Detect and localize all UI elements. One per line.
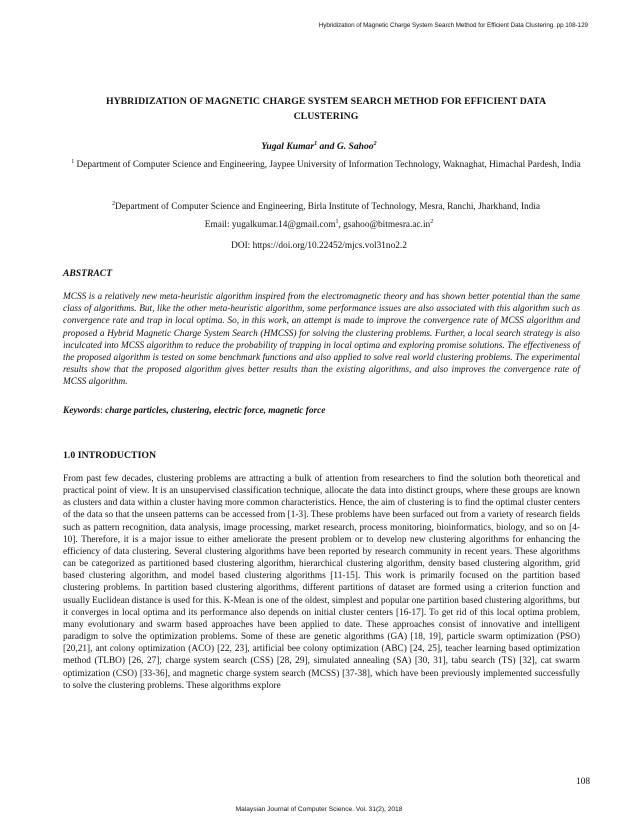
affiliation-mark: 1 (71, 159, 75, 165)
affiliation-2 (60, 197, 592, 214)
keywords-list: charge particles, clustering, electric force, magnetic force (105, 406, 326, 416)
affiliation-mark: 2 (111, 201, 115, 207)
journal-footer: Malaysian Journal of Computer Science. Vol. 31(2), 2018 (235, 806, 403, 813)
affiliation-mark: 1 (314, 141, 318, 147)
email-text[interactable]: , gsahoo@bitmesra.ac.in (338, 220, 431, 231)
keywords-separator: : (100, 406, 106, 416)
abstract-heading: ABSTRACT (63, 268, 113, 279)
abstract-body: MCSS is a relatively new meta-heuristic algorithm inspired from the electromagnetic theory and has shown better potential than the same class of algorithms. But, like the other meta-heuristic algorithm, some performance issues are also associated with this algorithm such as convergence rate and trap in local optima. So, in this work, an attempt is made to improve the convergence rate of MCSS algorithm and proposed a Hybrid Magnetic Charge System Search (HMCSS) for solving the clustering problems. Further, a local search strategy is also inculcated into MCSS algorithm to reduce the probability of trapping in local optima and exploring promise solutions. The effectiveness of the proposed algorithm is tested on some benchmark functions and also applied to solve real world clustering problems. The experimental results show that the proposed algorithm gives better results than the existing algorithms, and also improves the convergence rate of MCSS algorithm. (63, 292, 580, 388)
keywords-label: Keywords (63, 406, 101, 416)
affiliation-1 (60, 155, 592, 172)
introduction-body: From past few decades, clustering problems are attracting a bulk of attention from researchers to find the solution both theoretical and practical point of view. It is an unsupervised classification technique, allocate the data into distinct groups, where these groups are known as clusters and data within a cluster having more common characteristics. Hence, the aim of clustering is to find the optimal cluster centers of the data so that the unseen patterns can be accessed from [1-3]. These problems have been surfaced out from a variety of research fields such as pattern recognition, data analysis, image processing, market research, process monitoring, bioinformatics, biology, and so on [4-10]. Therefore, it is a major issue to either ameliorate the present problem or to develop new clustering algorithms for enhancing the efficiency of data clustering. Several clustering algorithms have been reported by research community in recent years. These algorithms can be categorized as partitioned based clustering algorithm, hierarchical clustering algorithm, density based clustering algorithm, grid based clustering algorithm, and model based clustering algorithms [11-15]. This work is primarily focused on the partition based clustering problems. In partition based clustering algorithms, different partitions of dataset are formed using a criterion function and usually Euclidean distance is used for this. K-Mean is one of the oldest, simplest and popular one partition based clustering algorithms, but it converges in local optima and its performance also depends on initial cluster centers [16-17]. To get rid of this local optima problem, many evolutionary and swarm based approaches have been applied to date. These approaches consist of innovative and intelligent paradigm to solve the optimization problems. Some of these are genetic algorithms (GA) [18, 19], particle swarm optimization (PSO) [20,21], ant colony optimization (ACO) [22, 23], artificial bee colony optimization (ABC) [24, 25], teacher learning based optimization method (TLBO) [26, 27], charge system search (CSS) [28, 29], simulated annealing (SA) [30, 31], tabu search (TS) [32], cat swarm optimization (CSO) [33-36], and magnetic charge system search (MCSS) [37-38], which have been previously implemented successfully to solve the clustering problems. These algorithms explore (63, 474, 580, 691)
affiliation-mark: 1 (335, 219, 339, 225)
paper-title: HYBRIDIZATION OF MAGNETIC CHARGE SYSTEM SEARCH METHOD FOR EFFICIENT DATA CLUSTERING (105, 96, 547, 122)
affiliation-text: Department of Computer Science and Engineering, Jaypee University of Information Technology, Waknaghat, Himachal Pardesh, India (74, 160, 581, 171)
author-line (0, 141, 638, 152)
author-name: Yugal Kumar (261, 141, 315, 153)
affiliation-mark: 2 (373, 141, 377, 147)
running-head: Hybridization of Magnetic Charge System Search Method for Efficient Data Clustering. pp 108-129 (318, 22, 588, 29)
doi-link[interactable]: DOI: https://doi.org/10.22452/mjcs.vol31no2.2 (231, 241, 407, 251)
page-number: 108 (576, 777, 590, 787)
author-name: and G. Sahoo (317, 141, 374, 153)
affiliation-text: Department of Computer Science and Engineering, Birla Institute of Technology, Mesra, Ranchi, Jharkhand, India (114, 202, 541, 213)
email-line (0, 219, 638, 230)
affiliation-mark: 2 (430, 219, 434, 225)
section-heading: 1.0 INTRODUCTION (63, 450, 157, 461)
email-text[interactable]: Email: yugalkumar.14@gmail.com (204, 220, 336, 231)
keywords-line (63, 406, 325, 416)
